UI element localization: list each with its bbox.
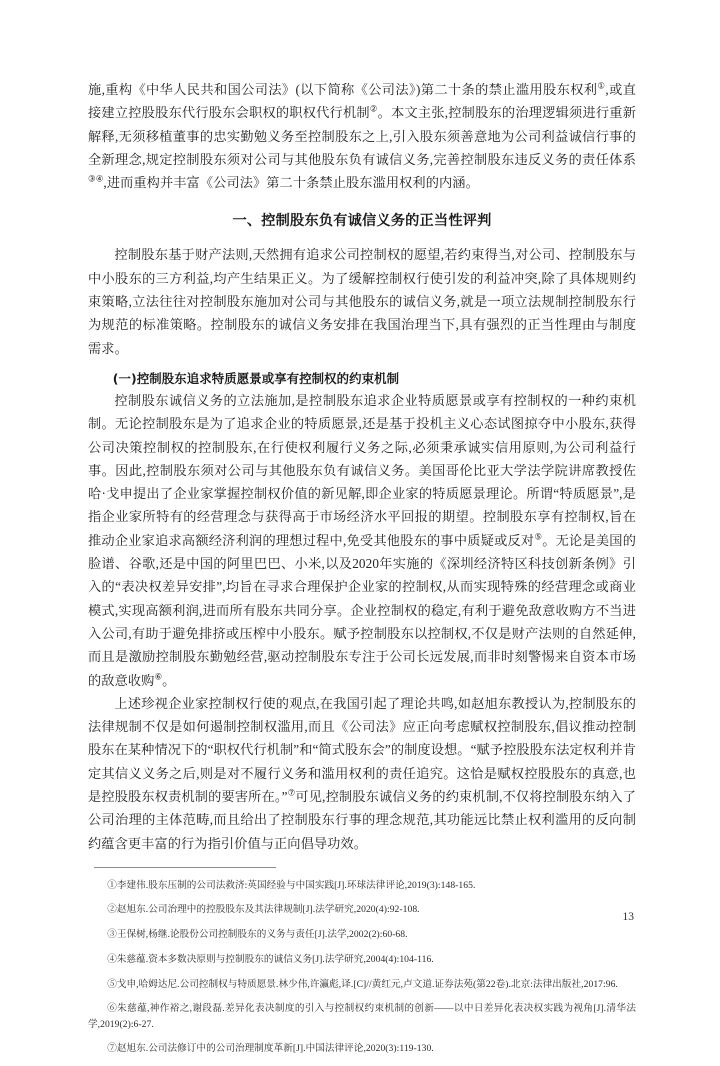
footnote-item: ⑤戈申,哈姆达尼.公司控制权与特质愿景.林少伟,许瀛彪,译.[C]//黄红元,卢文道.证券法苑(第22卷).北京:法律出版社,2017:96. <box>107 978 618 990</box>
footnote-marker-2: ② <box>369 103 378 114</box>
paragraph-text-d: ,进而重构并丰富《公司法》第二十条禁止股东滥用权利的内涵。 <box>103 175 479 191</box>
footnote-marker-5: ⑤ <box>534 531 543 542</box>
paragraph-text-c: 。本文主张,控制股东的治理逻辑须进行重新解释,无须移植董事的忠实勤勉义务至控制股东之上,引入股东须善意地为公司利益诚信行事的全新理念,规定控制股东须对公司与其他股东负有诚信义务,完善控制股东违反义务的责任体系 <box>88 105 636 167</box>
paragraph-4-text-a: 上述珍视企业家控制权行使的观点,在我国引起了理论共鸣,如赵旭东教授认为,控制股东的法律规制不仅是如何遏制控制权滥用,而且《公司法》应正向考虑赋权控制股东,倡议推动控制股东在某种情况下的“职权代行机制”和“简式股东会”的制度设想。“赋予控股股东法定权利并肯定其信义义务之后,则是对不履行义务和滥用权利的责任追究。这恰是赋权控股股东的真意,也是控股股东权责机制的要害所在。” <box>88 695 636 805</box>
section-heading-2: (一)控制股东追求特质愿景或享有控制权的约束机制 <box>112 370 400 386</box>
footnote-marker-34: ③④ <box>88 173 104 184</box>
paragraph-3-text-c: 。 <box>162 672 176 688</box>
footnote-item: ①李建伟.股东压制的公司法救济:英国经验与中国实践[J].环球法律评论,2019(3):148-165. <box>107 879 476 891</box>
footnote-item: ⑦赵旭东.公司法修订中的公司治理制度革新[J].中国法律评论,2020(3):119-130. <box>107 1043 434 1055</box>
footnote-marker-7: ⑦ <box>287 787 296 798</box>
footnote-marker-6: ⑥ <box>154 671 163 682</box>
paragraph-3-text-a: 控制股东诚信义务的立法施加,是控制股东追求企业特质愿景或享有控制权的一种约束机制。无论控制股东是为了追求企业的特质愿景,还是基于投机主义心态试图掠夺中小股东,获得公司决策控制权的控制股东,在行使权利履行义务之际,必须秉承诚实信用原则,为公司利益行事。因此,控制股东须对公司与其他股东负有诚信义务。美国哥伦比亚大学法学院讲席教授佐哈·戈申提出了企业家掌握控制权价值的新见解,即企业家的特质愿景理论。所谓“特质愿景”,是指企业家所特有的经营理念与获得高于市场经济水平回报的期望。控制股东享有控制权,旨在推动企业家追求高额经济利润的理想过程中,免受其他股东的事中质疑或反对 <box>88 392 636 548</box>
paragraph-continuation <box>88 78 636 194</box>
footnote-item: ④朱慈蕴.资本多数决原则与控制股东的诚信义务[J].法学研究,2004(4):104-116. <box>107 953 434 965</box>
footnote-item: ⑥朱慈蕴,神作裕之,谢段磊.差异化表决制度的引入与控制权约束机制的创新——以中日差异化表决权实践为视角[J].清华法学,2019(2):6-27. <box>88 1003 636 1030</box>
footnote-item: ②赵旭东.公司治理中的控股股东及其法律规制[J].法学研究,2020(4):92-108. <box>107 904 420 916</box>
paragraph-4-text-b: 可见,控制股东诚信义务的约束机制,不仅将控制股东纳入了公司治理的主体范畴,而且给出了控制股东行事的理念规范,其功能远比禁止权利滥用的反向制约蕴含更丰富的行为指引价值与正向倡导功效。 <box>88 789 636 851</box>
paragraph-3-text-b: 。无论是美国的脸谱、谷歌,还是中国的阿里巴巴、小米,以及2020年实施的《深圳经济特区科技创新条例》引入的“表决权差异安排”,均旨在寻求合理保护企业家的控制权,从而实现特殊的经营理念或商业模式,实现高额利润,进而所有股东共同分享。企业控制权的稳定,有利于避免敌意收购方不当进入公司,有助于避免排挤或压榨中小股东。赋予控制股东以控制权,不仅是财产法则的自然延伸,而且是激励控制股东勤勉经营,驱动控制股东专注于公司长远发展,而非时刻警惕来自资本市场的敌意收购 <box>88 532 636 688</box>
footnote-marker-1: ① <box>597 80 606 91</box>
page-content <box>88 78 636 1066</box>
page-number: 13 <box>622 911 634 923</box>
paragraph-3 <box>88 389 636 692</box>
paragraph-text-a: 施,重构《中华人民共和国公司法》(以下简称《公司法》)第二十条的禁止滥用股东权利 <box>88 82 598 97</box>
section-heading-1: 一、控制股东负有诚信义务的正当性评判 <box>232 213 492 230</box>
footnote-separator-rule <box>94 867 276 868</box>
footnotes-section <box>88 867 636 1057</box>
footnote-item: ③王保树,杨继.论股份公司控制股东的义务与责任[J].法学,2002(2):60-68. <box>107 929 408 941</box>
paragraph-2: 控制股东基于财产法则,天然拥有追求公司控制权的愿望,若约束得当,对公司、控制股东与中小股东的三方利益,均产生结果正义。为了缓解控制权行使引发的利益冲突,除了具体规则约束策略,立法往往对控制股东施加对公司与其他股东的诚信义务,就是一项立法规制控制股东行为规范的标准策略。控制股东的诚信义务安排在我国治理当下,具有强烈的正当性理由与制度需求。 <box>88 247 636 356</box>
paragraph-4 <box>88 692 636 855</box>
paragraph-text-b: ,或直接建立控股股东代行股东会职权的职权代行机制 <box>88 82 636 121</box>
